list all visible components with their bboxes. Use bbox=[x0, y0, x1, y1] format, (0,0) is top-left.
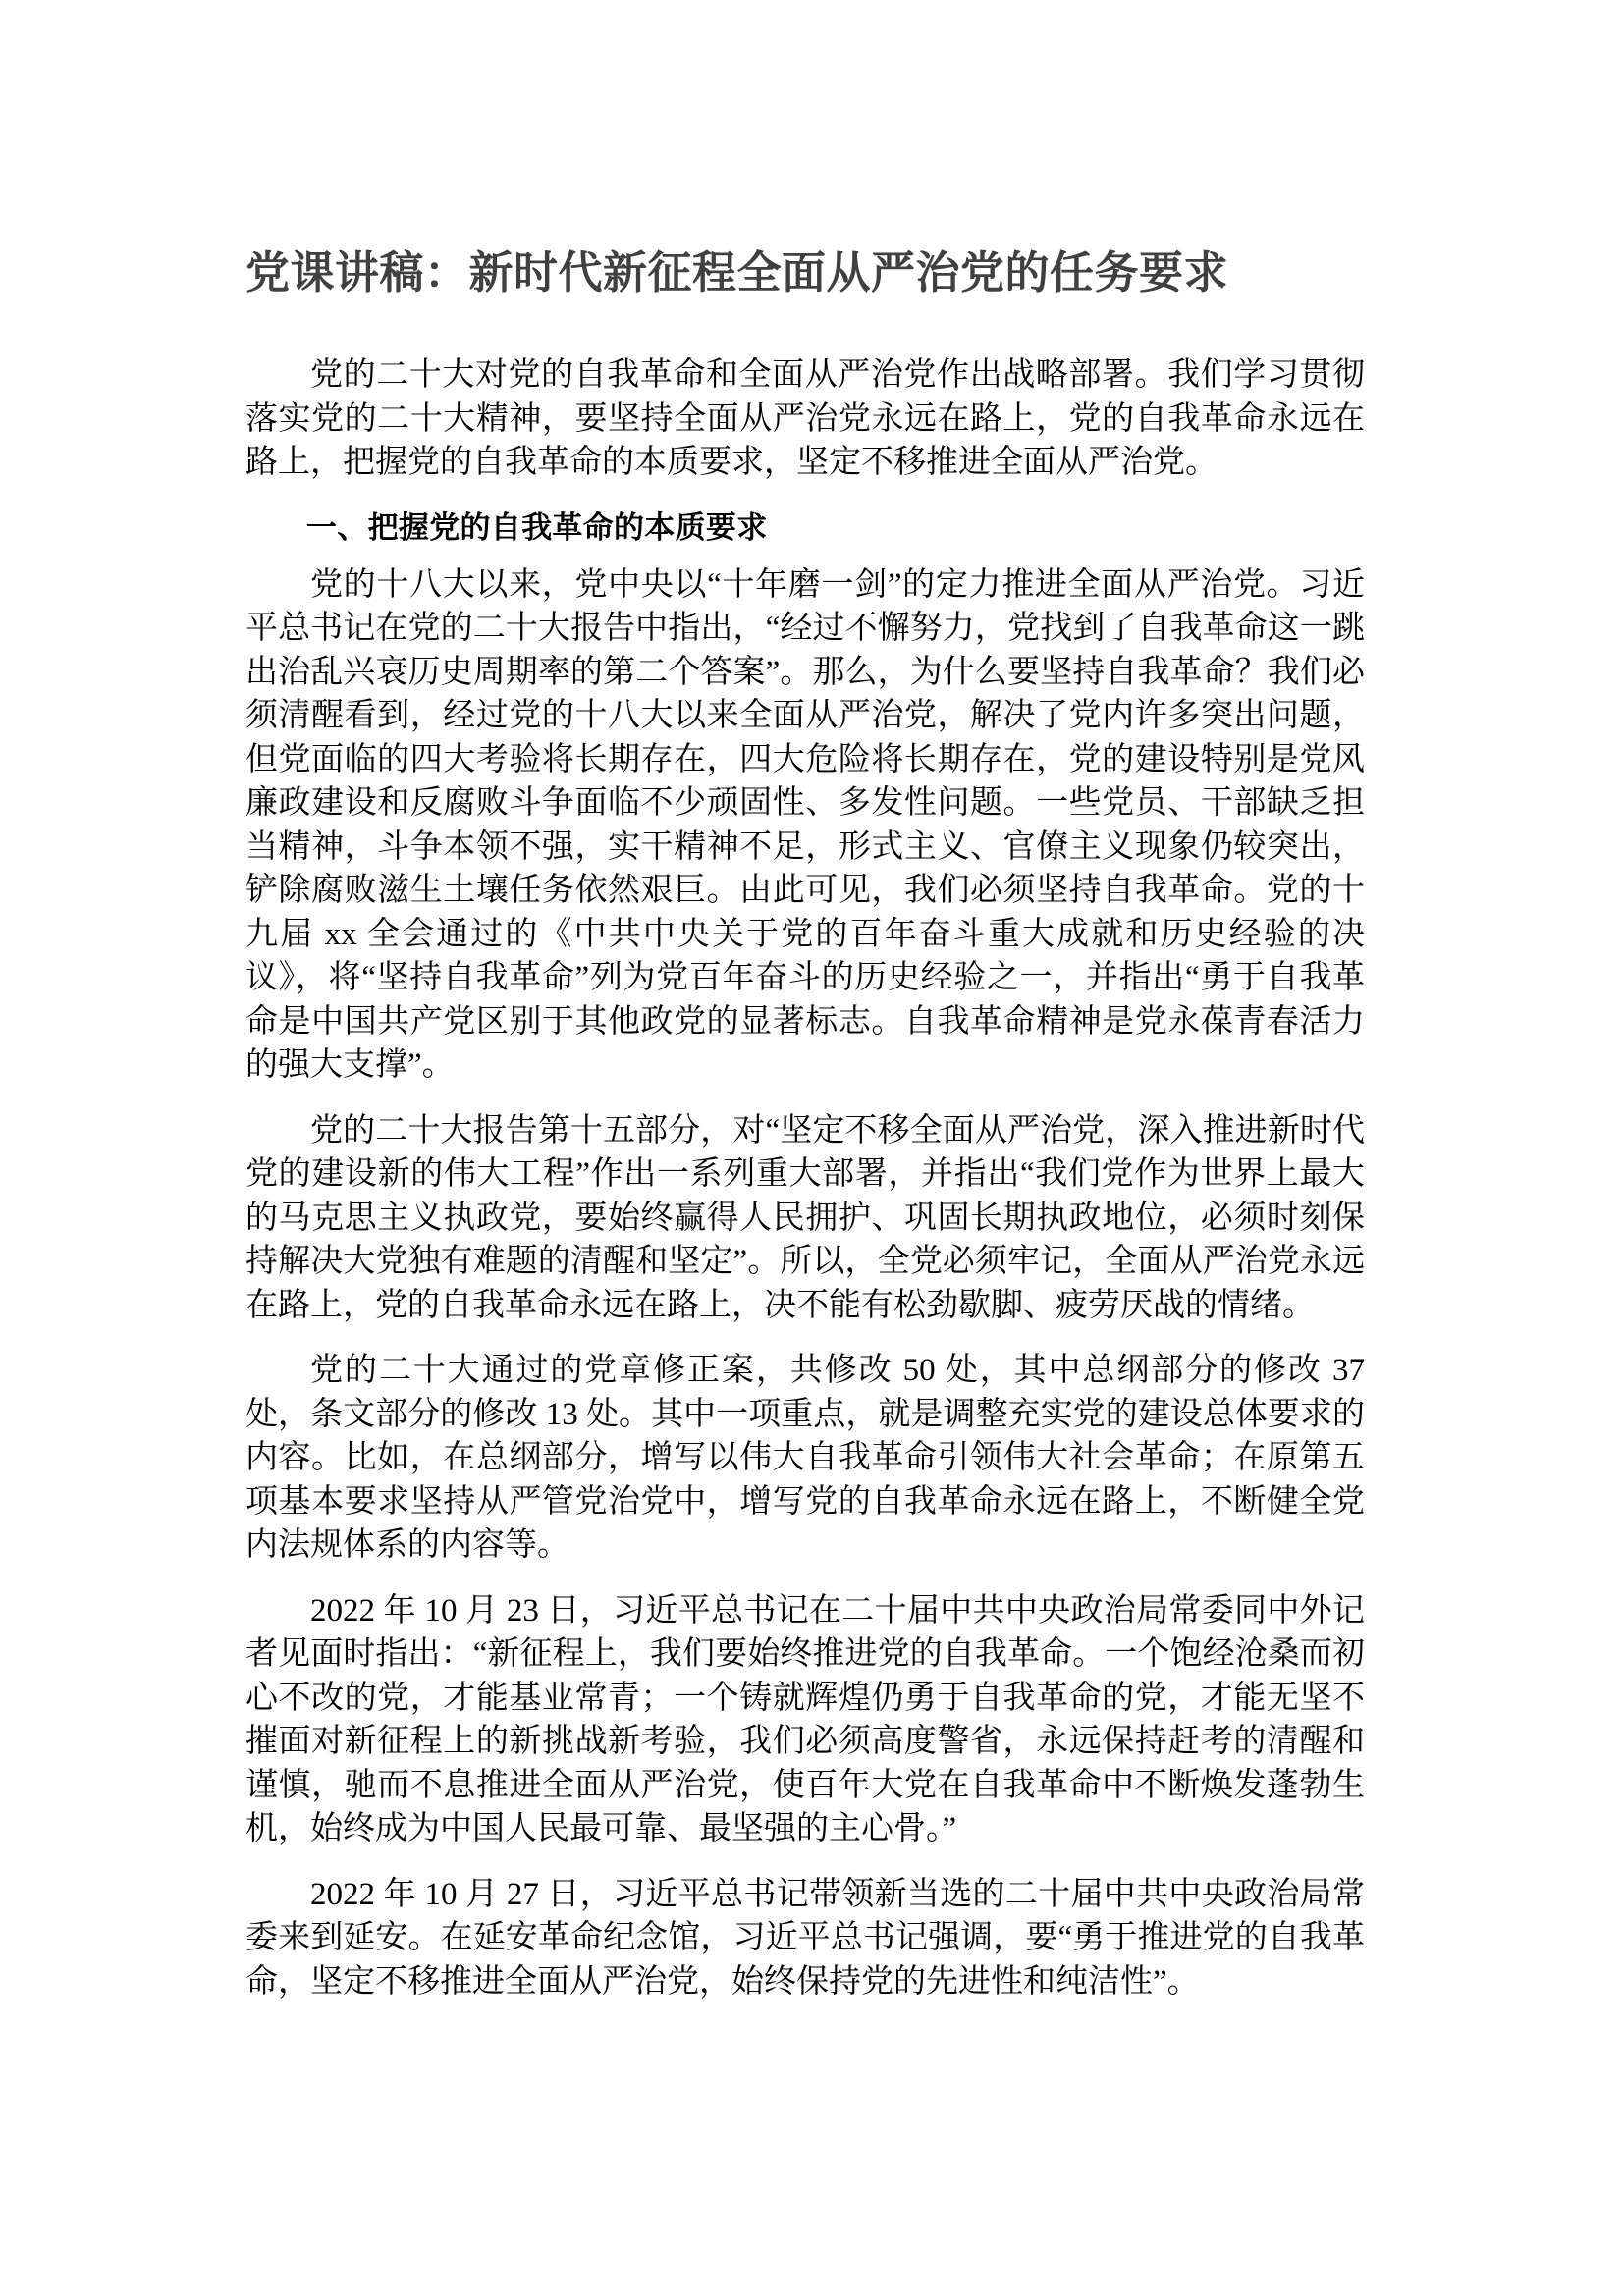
body-paragraph: 党的二十大对党的自我革命和全面从严治党作出战略部署。我们学习贯彻落实党的二十大精神，要坚持全面从严治党永远在路上，党的自我革命永远在路上，把握党的自我革命的本质要求，坚定不移推进全面从严治党。 bbox=[245, 357, 1365, 480]
body-paragraph: 2022 年 10 月 27 日，习近平总书记带领新当选的二十届中共中央政治局常委来到延安。在延安革命纪念馆，习近平总书记强调，要“勇于推进党的自我革命，坚定不移推进全面从严治党，始终保持党的先进性和纯洁性”。 bbox=[245, 1876, 1365, 2000]
document-body bbox=[245, 353, 1365, 2003]
page-title: 党课讲稿：新时代新征程全面从严治党的任务要求 bbox=[245, 246, 1229, 298]
body-paragraph: 党的十八大以来，党中央以“十年磨一剑”的定力推进全面从严治党。习近平总书记在党的二十大报告中指出，“经过不懈努力，党找到了自我革命这一跳出治乱兴衰历史周期率的第二个答案”。那么，为什么要坚持自我革命？我们必须清醒看到，经过党的十八大以来全面从严治党，解决了党内许多突出问题，但党面临的四大考验将长期存在，四大危险将长期存在，党的建设特别是党风廉政建设和反腐败斗争面临不少顽固性、多发性问题。一些党员、干部缺乏担当精神，斗争本领不强，实干精神不足，形式主义、官僚主义现象仍较突出，铲除腐败滋生土壤任务依然艰巨。由此可见，我们必须坚持自我革命。党的十九届 xx 全会通过的《中共中央关于党的百年奋斗重大成就和历史经验的决议》，将“坚持自我革命”列为党百年奋斗的历史经验之一，并指出“勇于自我革命是中国共产党区别于其他政党的显著标志。自我革命精神是党永葆青春活力的强大支撑”。 bbox=[245, 566, 1365, 1083]
body-paragraph: 2022 年 10 月 23 日，习近平总书记在二十届中共中央政治局常委同中外记者见面时指出：“新征程上，我们要始终推进党的自我革命。一个饱经沧桑而初心不改的党，才能基业常青；一个铸就辉煌仍勇于自我革命的党，才能无坚不摧面对新征程上的新挑战新考验，我们必须高度警省，永远保持赶考的清醒和谨慎，驰而不息推进全面从严治党，使百年大党在自我革命中不断焕发蓬勃生机，始终成为中国人民最可靠、最坚强的主心骨。” bbox=[245, 1592, 1365, 1846]
body-paragraph: 党的二十大报告第十五部分，对“坚定不移全面从严治党，深入推进新时代党的建设新的伟大工程”作出一系列重大部署，并指出“我们党作为世界上最大的马克思主义执政党，要始终赢得人民拥护、巩固长期执政地位，必须时刻保持解决大党独有难题的清醒和坚定”。所以，全党必须牢记，全面从严治党永远在路上，党的自我革命永远在路上，决不能有松劲歇脚、疲劳厌战的情绪。 bbox=[245, 1112, 1365, 1323]
body-paragraph: 党的二十大通过的党章修正案，共修改 50 处，其中总纲部分的修改 37 处，条文部分的修改 13 处。其中一项重点，就是调整充实党的建设总体要求的内容。比如，在总纲部分，增写以伟大自我革命引领伟大社会革命；在原第五项基本要求坚持从严管党治党中，增写党的自我革命永远在路上，不断健全党内法规体系的内容等。 bbox=[245, 1353, 1365, 1563]
section-heading: 一、把握党的自我革命的本质要求 bbox=[306, 509, 768, 546]
